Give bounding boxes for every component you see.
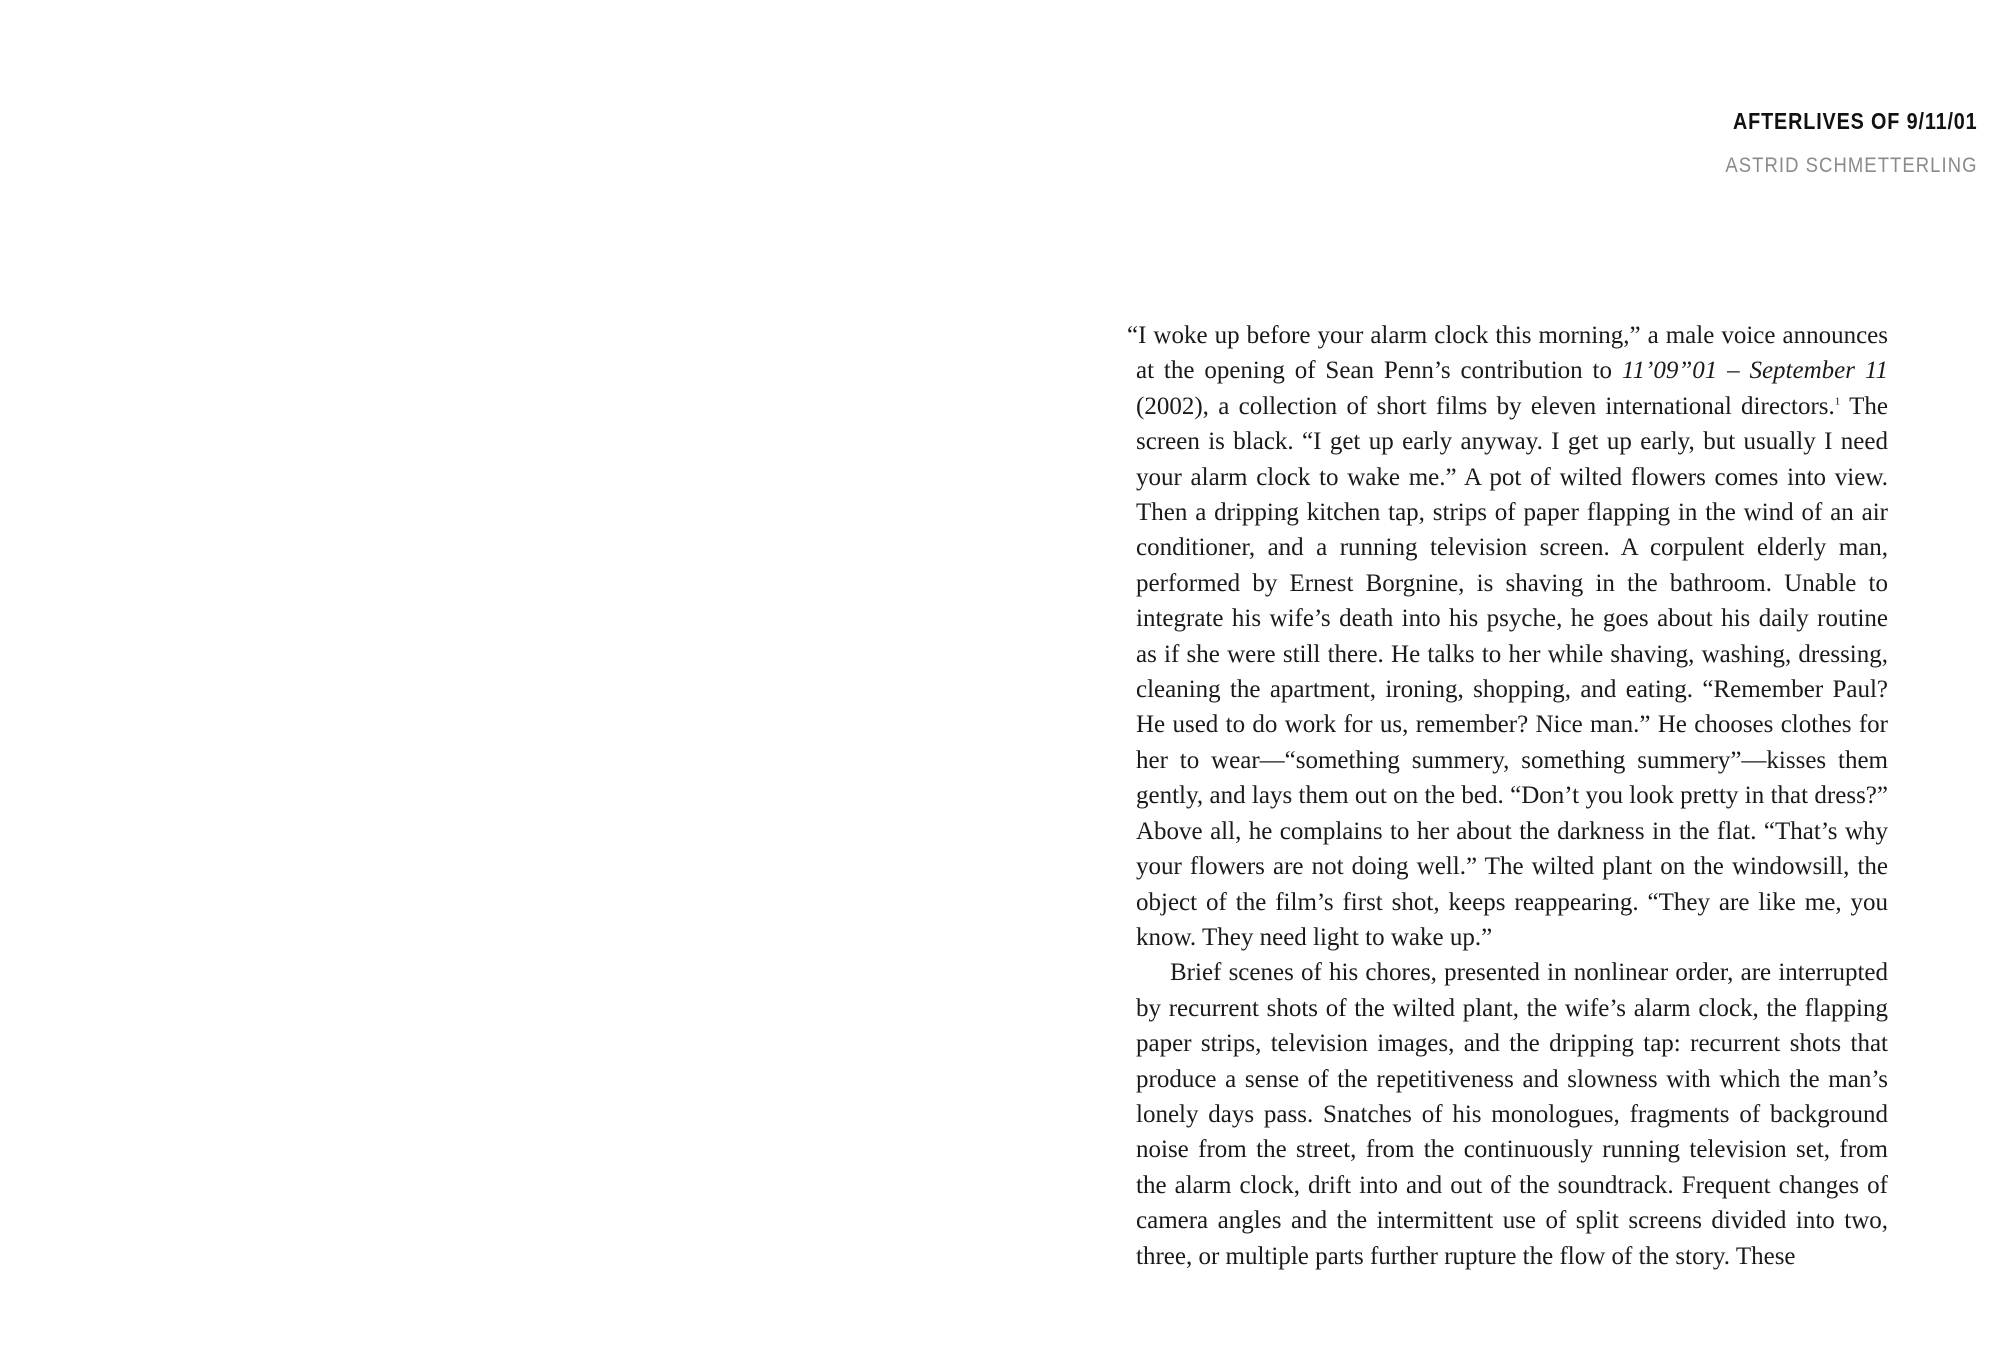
paragraph-1-text-b: (2002), a collection of short films by eleven international directors. bbox=[1136, 392, 1835, 420]
footnote-reference[interactable]: 1 bbox=[1834, 395, 1841, 408]
body-text bbox=[1127, 318, 1888, 1274]
running-head bbox=[1691, 107, 1978, 179]
running-head-author: ASTRID SCHMETTERLING bbox=[1725, 154, 1978, 177]
paragraph-1-text-a: “I woke up before your alarm clock this morning,” a male voice announces at the opening of Sean Penn’s contribution to bbox=[1127, 322, 1888, 385]
film-title: 11’09”01 – September 11 bbox=[1621, 357, 1888, 385]
paragraph-1-text-c: The screen is black. “I get up early anyway. I get up early, but usually I need your alarm clock to wake me.” A pot of wilted flowers comes into view. Then a dripping kitchen tap, strips of paper flapping in the wind of an air conditioner, and a running television screen. A corpulent elderly man, performed by Ernest Borgnine, is shaving in the bathroom. Unable to integrate his wife’s death into his psyche, he goes about his daily routine as if she were still there. He talks to her while shaving, washing, dressing, cleaning the apartment, ironing, shopping, and eating. “Remember Paul? He used to do work for us, remember? Nice man.” He chooses clothes for her to wear—“something summery, something summery”—kisses them gently, and lays them out on the bed. “Don’t you look pretty in that dress?” Above all, he complains to her about the darkness in the flat. “That’s why your flowers are not doing well.” The wilted plant on the windowsill, the object of the film’s first shot, keeps reappearing. “They are like me, you know. They need light to wake up.” bbox=[1136, 392, 1888, 951]
paragraph-2: Brief scenes of his chores, presented in nonlinear order, are interrupted by recurrent shots of the wilted plant, the wife’s alarm clock, the flapping paper strips, television images, and the dripping tap: recurrent shots that produce a sense of the repetitiveness and slowness with which the man’s lonely days pass. Snatches of his monologues, fragments of background noise from the street, from the continuously running television set, from the alarm clock, drift into and out of the soundtrack. Frequent changes of camera angles and the intermittent use of split screens divided into two, three, or multiple parts further rupture the flow of the story. These bbox=[1136, 959, 1888, 1270]
running-head-title: AFTERLIVES OF 9/11/01 bbox=[1733, 108, 1978, 134]
paragraph-1 bbox=[1127, 318, 1888, 955]
